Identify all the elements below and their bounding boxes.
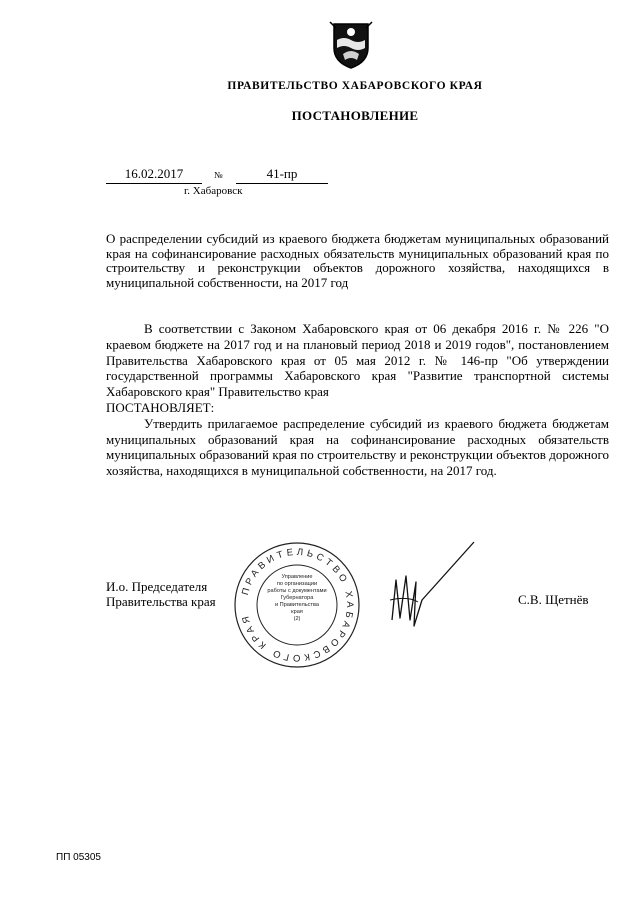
stamp-line: (2) <box>293 616 301 622</box>
document-code: ПП 05305 <box>56 852 101 863</box>
document-date: 16.02.2017 <box>106 166 202 184</box>
number-sign: № <box>214 170 223 180</box>
document-subject: О распределении субсидий из краевого бюджета бюджетам муниципальных образований края на софинансирование расходных обязательств муниципальных образований края по строительству и реконструкции объектов дорожного хозяйства, находящихся в муниципальной собственности, на 2017 год <box>106 231 609 290</box>
stamp-line: работы с документами <box>267 588 327 594</box>
signatory-title-line2: Правительства края <box>106 594 216 609</box>
official-stamp <box>232 540 362 670</box>
stamp-line: и Правительства <box>275 602 319 608</box>
stamp-line: Управление <box>281 574 313 580</box>
document-body <box>106 321 609 479</box>
resolves-heading: ПОСТАНОВЛЯЕТ: <box>106 399 215 415</box>
document-type: ПОСТАНОВЛЕНИЕ <box>291 108 419 123</box>
document-number: 41-пр <box>236 166 328 184</box>
stamp-line: края <box>291 609 303 615</box>
signatory-title-line1: И.о. Председателя <box>106 579 208 594</box>
signatory-title <box>106 579 216 609</box>
signatory-name: С.В. Щетнёв <box>518 592 589 607</box>
document-city: г. Хабаровск <box>184 185 243 197</box>
clause-paragraph: Утвердить прилагаемое распределение субсидий из краевого бюджета бюджетам муниципальных образований края на софинансирование расходных обязательств муниципальных образований края по строительству и реконструкции объектов дорожного хозяйства, находящихся в муниципальной собственности, на 2017 год. <box>106 415 609 479</box>
coat-of-arms-icon <box>328 18 374 70</box>
stamp-line: по организации <box>276 581 318 587</box>
handwritten-signature <box>378 540 478 630</box>
stamp-ring-text: ПРАВИТЕЛЬСТВО ХАБАРОВСКОГО КРАЯ <box>239 546 356 664</box>
government-name: ПРАВИТЕЛЬСТВО ХАБАРОВСКОГО КРАЯ <box>227 80 483 92</box>
preamble-paragraph: В соответствии с Законом Хабаровского края от 06 декабря 2016 г. № 226 "О краевом бюджете на 2017 год и на плановый период 2018 и 2019 годов", постановлением Правительства Хабаровского края от 05 мая 2012 г. № 146-пр "Об утверждении государственной программы Хабаровского края "Развитие транспортной системы Хабаровского края" Правительство края <box>106 321 609 400</box>
stamp-line: Губернатора <box>280 595 314 601</box>
